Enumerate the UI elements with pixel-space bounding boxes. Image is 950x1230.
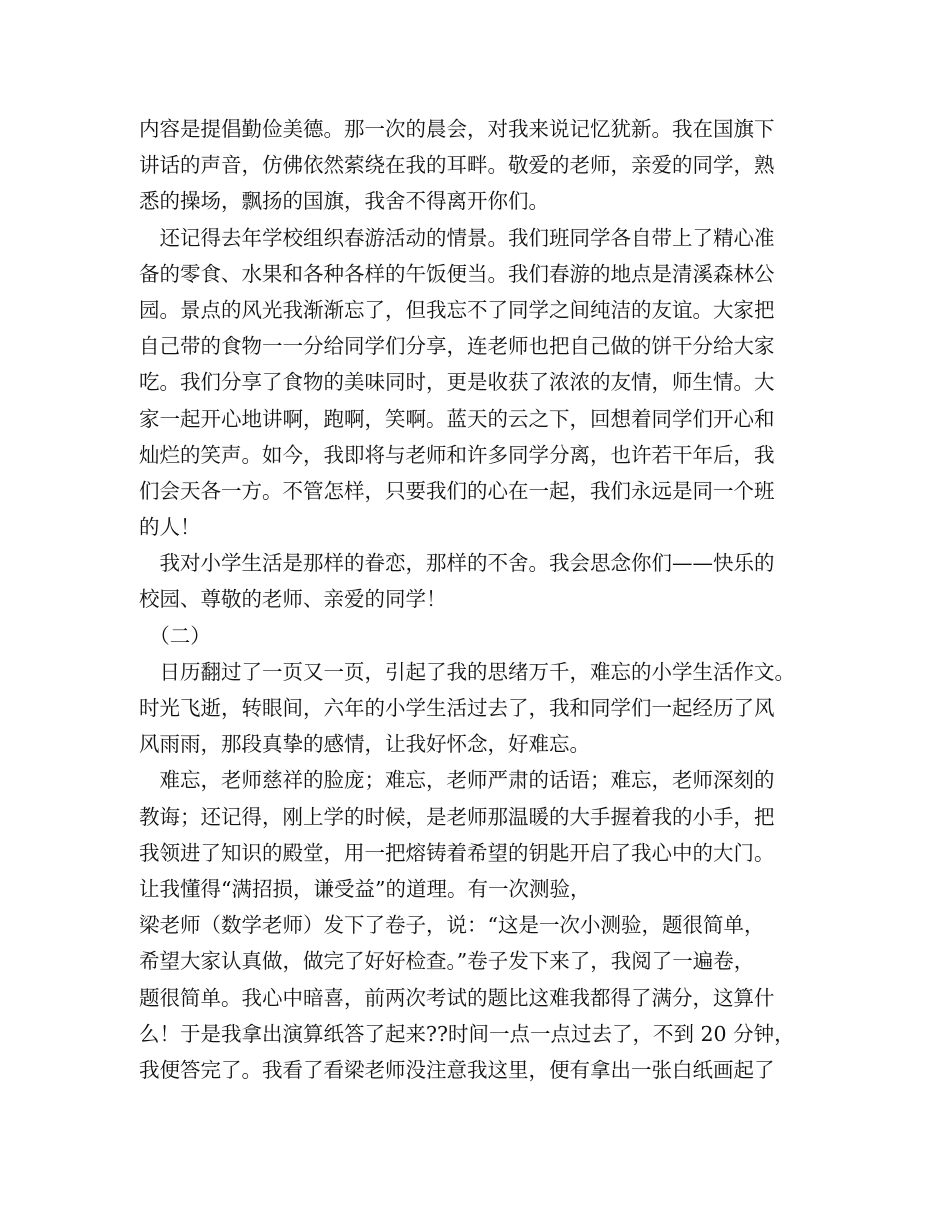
text-line: 吃。我们分享了食物的美味同时，更是收获了浓浓的友情，师生情。大 xyxy=(139,370,775,395)
text-line: 备的零食、水果和各种各样的午饭便当。我们春游的地点是清溪森林公 xyxy=(139,261,775,286)
text-line: 还记得去年学校组织春游活动的情景。我们班同学各自带上了精心准 xyxy=(139,225,775,250)
text-line: 题很简单。我心中暗喜，前两次考试的题比这难我都得了满分，这算什 xyxy=(139,985,775,1010)
section-heading: （二） xyxy=(139,623,211,648)
text-line: 我对小学生活是那样的眷恋，那样的不舍。我会思念你们——快乐的 xyxy=(139,551,775,576)
text-line: 园。景点的风光我渐渐忘了，但我忘不了同学之间纯洁的友谊。大家把 xyxy=(139,297,775,322)
text-line: 日历翻过了一页又一页，引起了我的思绪万千，难忘的小学生活作文。 xyxy=(139,659,795,684)
text-line: 讲话的声音，仿佛依然萦绕在我的耳畔。敬爱的老师，亲爱的同学，熟 xyxy=(139,153,775,178)
text-line: 时光飞逝，转眼间，六年的小学生活过去了，我和同学们一起经历了风 xyxy=(139,696,775,720)
text-line: 内容是提倡勤俭美德。那一次的晨会，对我来说记忆犹新。我在国旗下 xyxy=(139,117,775,141)
essay-body xyxy=(139,111,829,1088)
text-line: 风雨雨，那段真挚的感情，让我好怀念，好难忘。 xyxy=(139,732,590,757)
text-line: 希望大家认真做，做完了好好检查。”卷子发下来了，我阅了一遍卷， xyxy=(139,949,755,974)
text-line: 让我懂得“满招损，谦受益”的道理。有一次测验， xyxy=(139,876,591,901)
text-line: 么！于是我拿出演算纸答了起来??时间一点一点过去了，不到 20 分钟， xyxy=(139,1021,795,1046)
text-line: 灿烂的笑声。如今，我即将与老师和许多同学分离，也许若干年后，我 xyxy=(139,442,775,467)
text-line: 教诲；还记得，刚上学的时候，是老师那温暖的大手握着我的小手，把 xyxy=(139,804,775,829)
text-line: 自己带的食物一一分给同学们分享，连老师也把自己做的饼干分给大家 xyxy=(139,334,775,359)
text-line: 悉的操场，飘扬的国旗，我舍不得离开你们。 xyxy=(139,189,549,214)
text-line: 校园、尊敬的老师、亲爱的同学！ xyxy=(139,587,447,612)
text-line: 的人！ xyxy=(139,515,201,540)
text-line: 们会天各一方。不管怎样，只要我们的心在一起，我们永远是同一个班 xyxy=(139,478,775,503)
text-line: 梁老师（数学老师）发下了卷子，说：“这是一次小测验，题很简单， xyxy=(139,913,765,938)
text-line: 我领进了知识的殿堂，用一把熔铸着希望的钥匙开启了我心中的大门。 xyxy=(139,840,775,865)
text-line: 家一起开心地讲啊，跑啊，笑啊。蓝天的云之下，回想着同学们开心和 xyxy=(139,406,775,431)
text-line: 我便答完了。我看了看梁老师没注意我这里，便有拿出一张白纸画起了 xyxy=(139,1057,775,1082)
text-line: 难忘，老师慈祥的脸庞；难忘，老师严肃的话语；难忘，老师深刻的 xyxy=(139,768,775,793)
